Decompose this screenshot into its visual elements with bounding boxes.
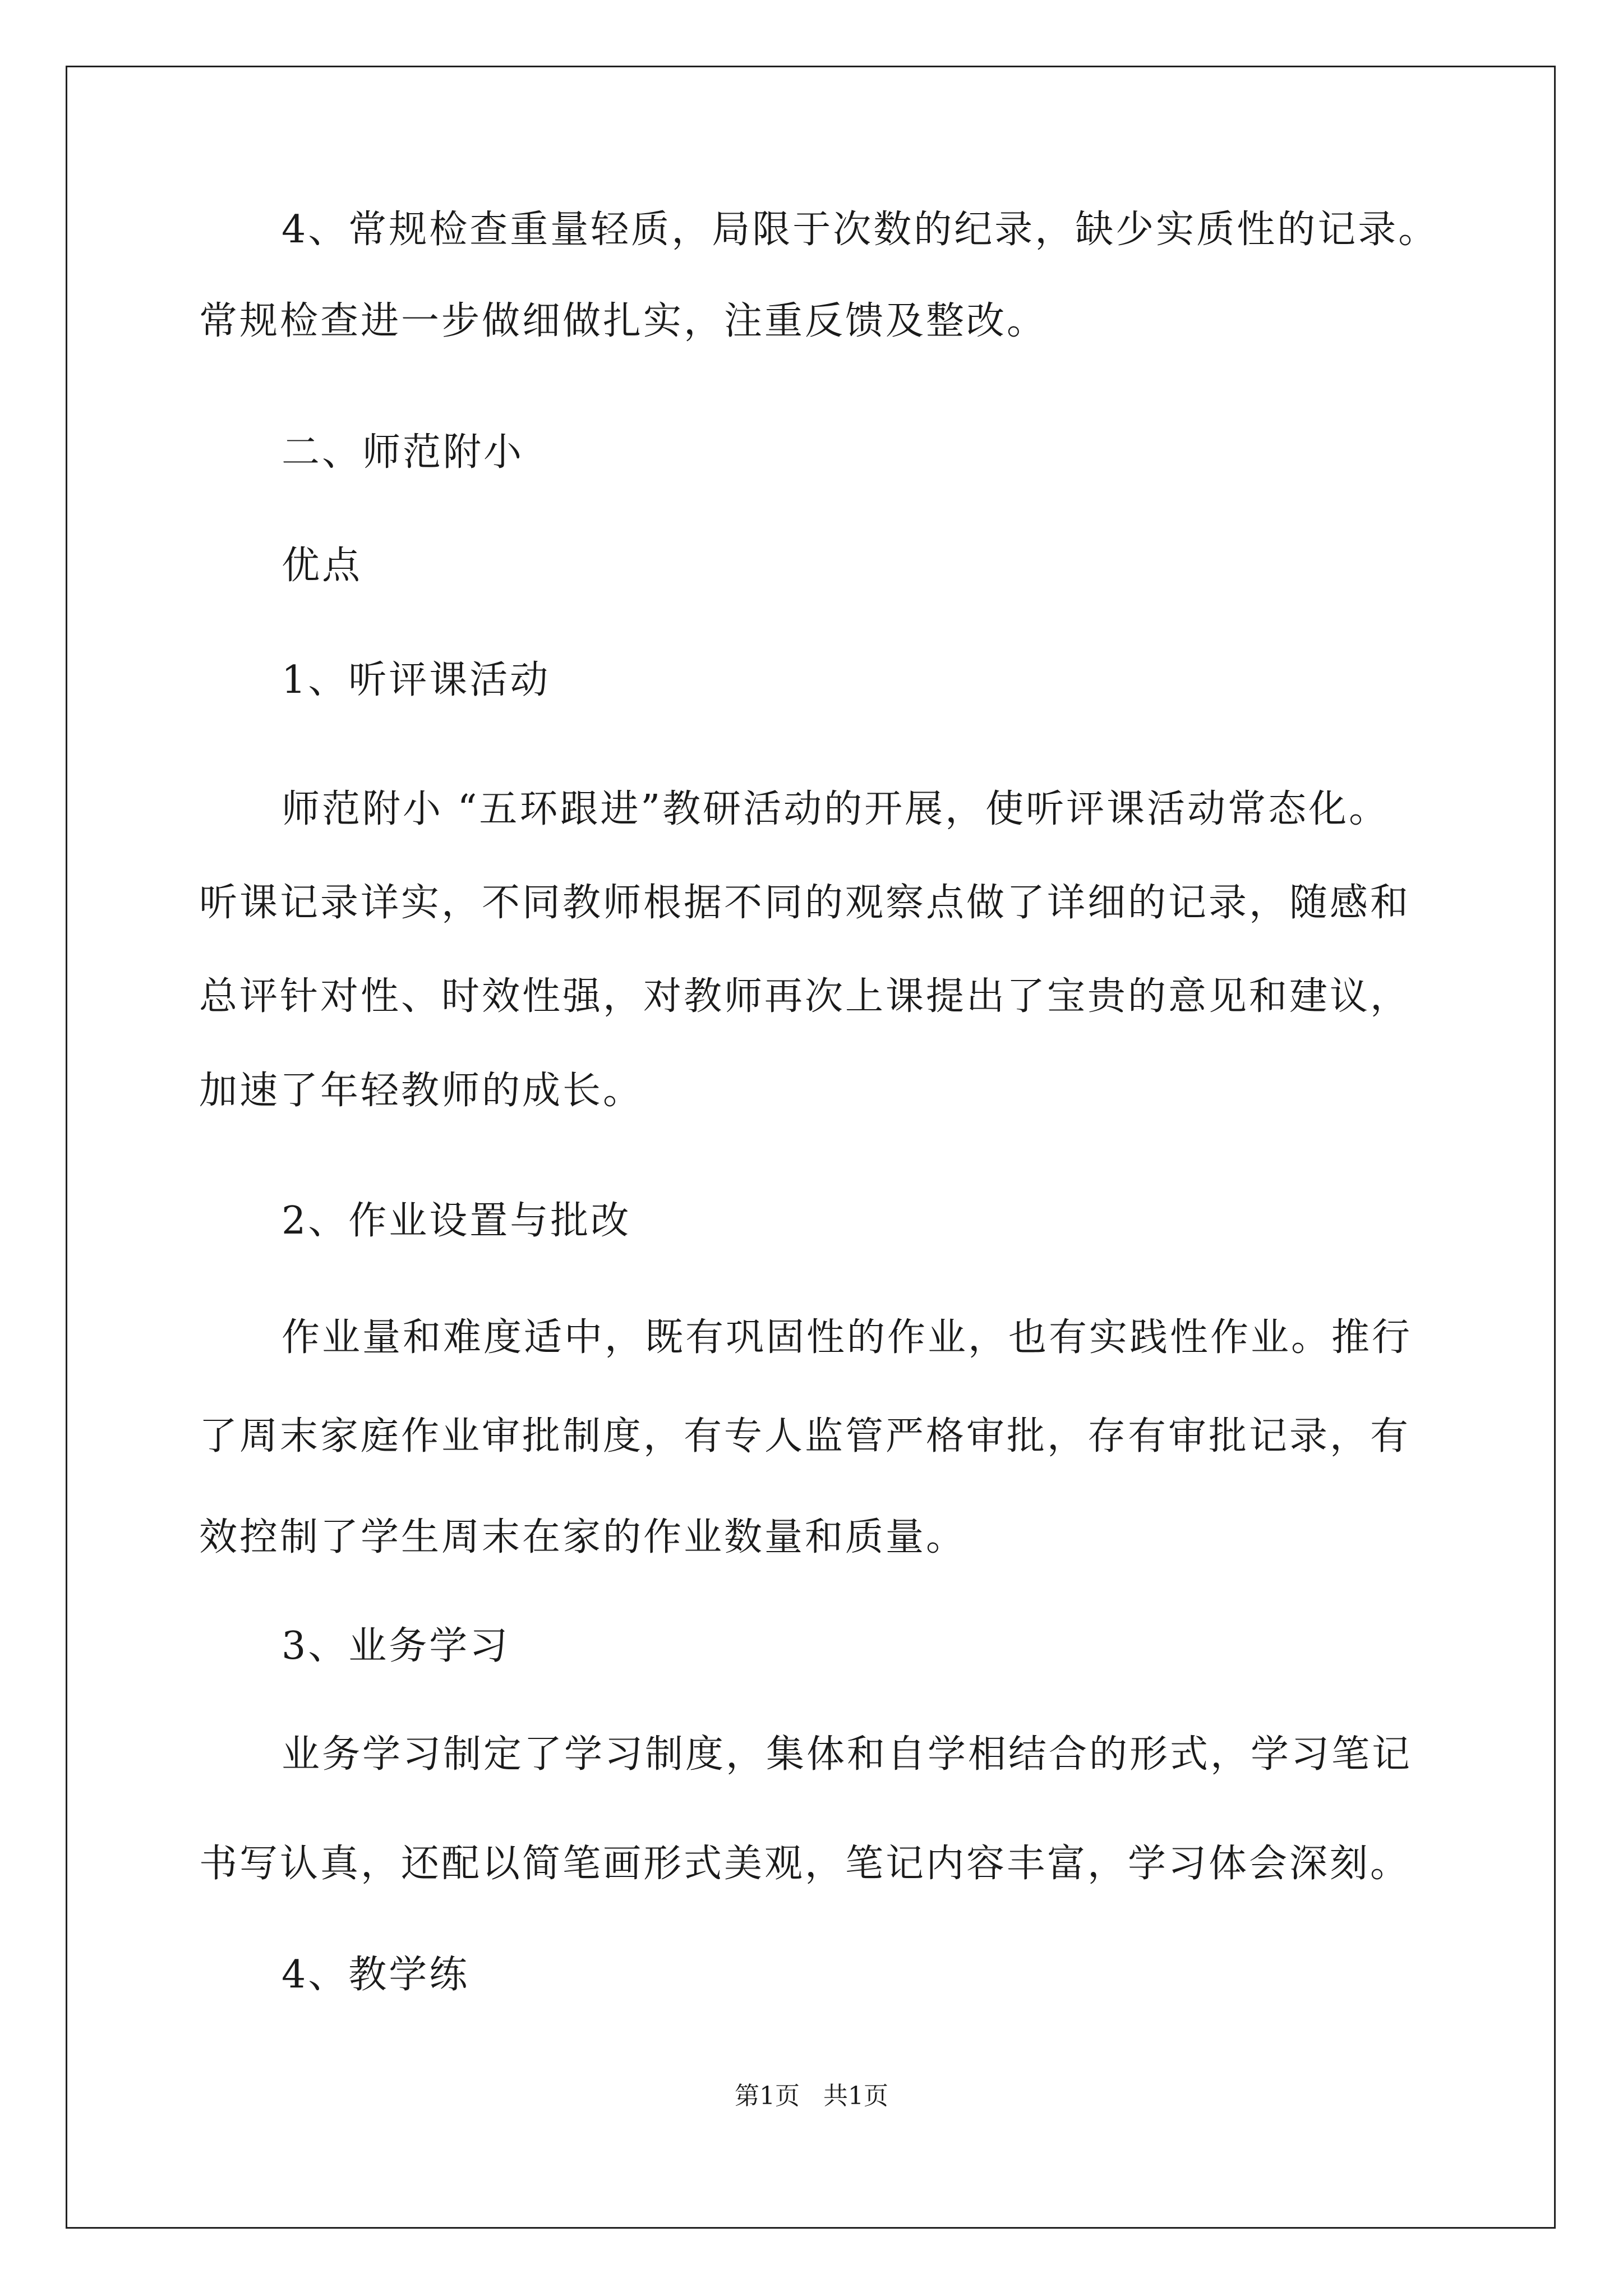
paragraph-line: 作业量和难度适中，既有巩固性的作业，也有实践性作业。推行 — [282, 1315, 1413, 1360]
paragraph-line: 常规检查进一步做细做扎实，注重反馈及整改。 — [199, 299, 1048, 343]
paragraph-line: 业务学习制定了学习制度，集体和自学相结合的形式，学习笔记 — [282, 1732, 1413, 1777]
paragraph-line: 4、常规检查重量轻质，局限于次数的纪录，缺少实质性的记录。 — [282, 208, 1439, 252]
paragraph-line: 总评针对性、时效性强，对教师再次上课提出了宝贵的意见和建议， — [199, 974, 1411, 1019]
item-heading: 2、作业设置与批改 — [282, 1199, 631, 1243]
page-border — [66, 66, 1556, 2229]
item-heading: 3、业务学习 — [282, 1624, 510, 1668]
paragraph-line: 书写认真，还配以简笔画形式美观，笔记内容丰富，学习体会深刻。 — [199, 1842, 1411, 1886]
section-heading: 二、师范附小 — [282, 430, 524, 475]
page-number-footer: 第1页 共1页 — [735, 2082, 888, 2110]
paragraph-line: 了周末家庭作业审批制度，有专人监管严格审批，存有审批记录，有 — [199, 1414, 1411, 1458]
item-heading: 4、教学练 — [282, 1953, 470, 1997]
paragraph-line: 加速了年轻教师的成长。 — [199, 1069, 644, 1113]
subsection-heading: 优点 — [282, 544, 363, 588]
item-heading: 1、听评课活动 — [282, 658, 551, 702]
paragraph-line: 效控制了学生周末在家的作业数量和质量。 — [199, 1515, 967, 1559]
paragraph-line: 师范附小 “五环跟进”教研活动的开展，使听评课活动常态化。 — [282, 787, 1390, 831]
paragraph-line: 听课记录详实，不同教师根据不同的观察点做了详细的记录，随感和 — [199, 881, 1411, 925]
